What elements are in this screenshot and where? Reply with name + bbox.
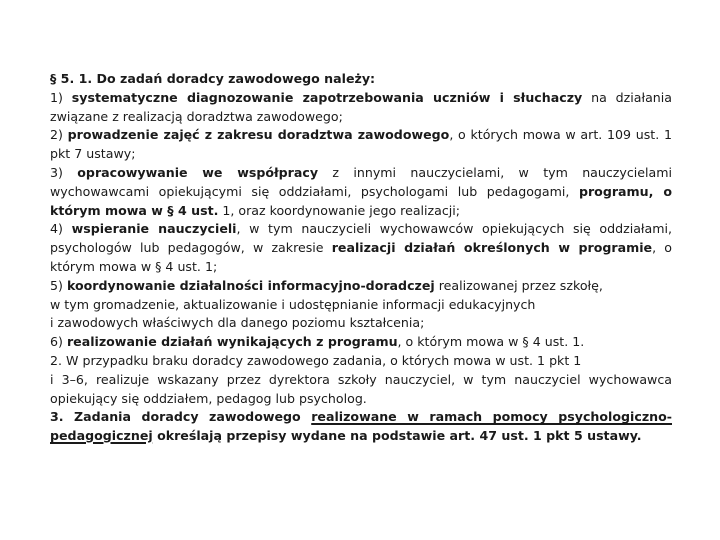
item-1-rest: na działania związane z realizacją doradztwa zawodowego; xyxy=(50,89,672,124)
item-1-bold: systematyczne diagnozowanie zapotrzebowania uczniów i słuchaczy xyxy=(71,89,583,105)
item-3-rest-1: z innymi nauczycielami, w tym nauczycielami wychowawcami opiekującymi się oddziałami, psychologami lub pedagogami, xyxy=(50,164,673,199)
item-5-line-3: i zawodowych właściwych dla danego poziomu kształcenia; xyxy=(50,315,425,331)
paragraph-3-intro: 3. Zadania doradcy zawodowego xyxy=(50,409,312,425)
item-5-bold: koordynowanie działalności informacyjno-doradczej xyxy=(66,277,435,293)
list-item-1 xyxy=(50,89,672,127)
regulation-text-block xyxy=(50,70,672,446)
item-6-prefix: 6) xyxy=(50,334,67,350)
item-5-line-2: w tym gromadzenie, aktualizowanie i udostępnianie informacji edukacyjnych xyxy=(50,296,536,312)
paragraph-2 xyxy=(50,352,672,408)
item-4-rest-2: , o którym mowa w § 4 ust. 1; xyxy=(50,240,672,274)
item-3-bold-1: opracowywanie we współpracy xyxy=(77,164,319,180)
paragraph-3-underlined: realizowane w ramach pomocy psychologiczno-pedagogicznej xyxy=(50,409,672,444)
section-heading xyxy=(50,70,672,89)
item-6-bold: realizowanie działań wynikających z programu xyxy=(66,334,398,350)
item-3-rest-2: 1, oraz koordynowanie jego realizacji; xyxy=(218,202,461,218)
list-item-3 xyxy=(50,164,672,220)
paragraph-3-rest: określają przepisy wydane na podstawie art. 47 ust. 1 pkt 5 ustawy. xyxy=(152,428,642,444)
list-item-5 xyxy=(50,277,672,333)
list-item-4 xyxy=(50,220,672,276)
item-5-line-1-rest: realizowanej przez szkołę, xyxy=(434,277,603,293)
item-4-rest-1: , w tym nauczycieli wychowawców opiekujących się oddziałami, psychologów lub pedagogów, w zakresie xyxy=(50,221,672,256)
item-2-rest: , o których mowa w art. 109 ust. 1 pkt 7 ustawy; xyxy=(50,127,672,162)
item-2-prefix: 2) xyxy=(50,127,68,143)
list-item-6 xyxy=(50,333,672,352)
paragraph-3 xyxy=(50,408,672,446)
item-1-prefix: 1) xyxy=(50,89,72,105)
heading-text: § 5. 1. Do zadań doradcy zawodowego należy: xyxy=(50,71,376,86)
item-5-prefix: 5) xyxy=(50,277,67,293)
item-3-prefix: 3) xyxy=(50,164,78,180)
item-3-bold-2: programu, o którym mowa w § 4 ust. xyxy=(50,183,672,218)
item-6-rest: , o którym mowa w § 4 ust. 1. xyxy=(397,334,585,350)
item-4-bold-2: realizacji działań określonych w programie xyxy=(331,240,653,256)
item-2-bold: prowadzenie zajęć z zakresu doradztwa zawodowego xyxy=(67,127,450,143)
paragraph-2-line-1: 2. W przypadku braku doradcy zawodowego zadania, o których mowa w ust. 1 pkt 1 xyxy=(50,352,582,368)
list-item-2 xyxy=(50,126,672,164)
paragraph-2-line-2: i 3–6, realizuje wskazany przez dyrektora szkoły nauczyciel, w tym nauczyciel wychowawca opiekujący się oddziałem, pedagog lub psycholog. xyxy=(50,371,672,406)
item-4-prefix: 4) xyxy=(50,221,72,237)
item-4-bold-1: wspieranie nauczycieli xyxy=(71,221,237,237)
